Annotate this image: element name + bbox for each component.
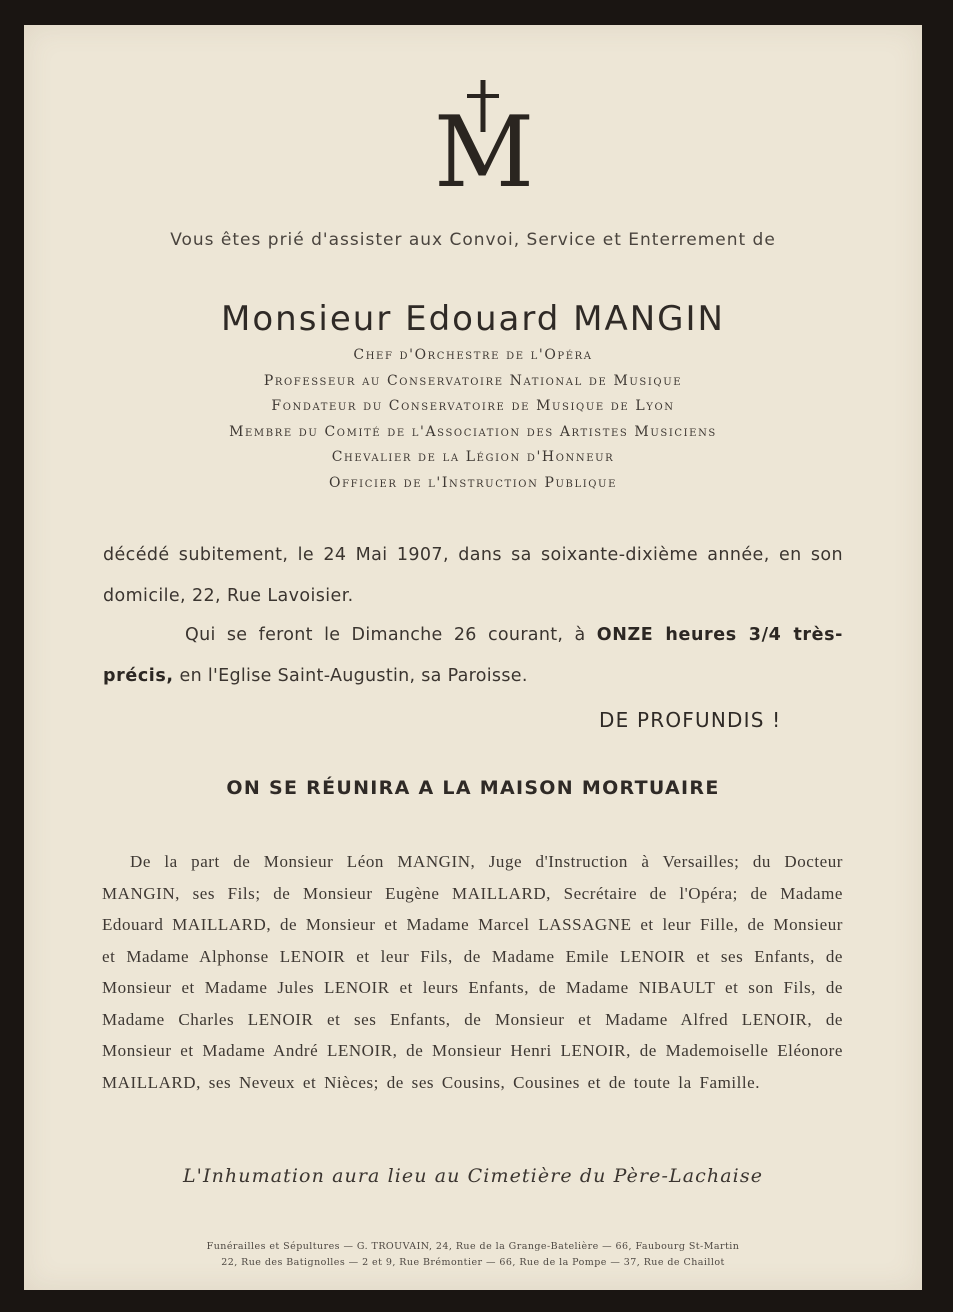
de-profundis: DE PROFUNDIS !	[599, 708, 782, 732]
death-notice-paragraph: décédé subitement, le 24 Mai 1907, dans sa soixante-dixième année, en son domicile, 22, Rue Lavoisier.	[103, 545, 843, 606]
service-place: en l'Eglise Saint-Augustin, sa Paroisse.	[173, 666, 528, 686]
title-line: Chevalier de la Légion d'Honneur	[331, 449, 615, 465]
title-line: Fondateur du Conservatoire de Musique de Lyon	[271, 398, 675, 414]
title-line: Officier de l'Instruction Publique	[329, 474, 617, 491]
family-paragraph: De la part de Monsieur Léon MANGIN, Juge d'Instruction à Versailles; du Docteur MANGIN, ses Fils; de Monsieur Eugène MAILLARD, Secrétaire de l'Opéra; de Madame Edouard MAILLARD, de Monsieur et Madame Marcel LASSAGNE et leur Fille, de Monsieur et Madame Alphonse LENOIR et leur Fils, de Madame Emile LENOIR et ses Enfants, de Monsieur et Madame Jules LENOIR et leurs Enfants, de Madame NIBAULT et son Fils, de Madame Charles LENOIR et ses Enfants, de Monsieur et Madame Alfred LENOIR, de Monsieur et Madame André LENOIR, de Monsieur Henri LENOIR, de Mademoiselle Eléonore MAILLARD, ses Neveux et Nièces; de ses Cousins, Cousines et de toute la Famille.	[102, 852, 843, 1092]
burial-notice: L'Inhumation aura lieu au Cimetière du Père-Lachaise	[182, 1165, 764, 1187]
monogram-letter: M	[434, 96, 534, 195]
title-line: Membre du Comité de l'Association des Artistes Musiciens	[229, 423, 717, 440]
funeral-notice-card	[24, 25, 922, 1290]
service-paragraph	[103, 615, 843, 697]
title-line: Professeur au Conservatoire National de Musique	[263, 372, 683, 389]
invitation-text: Vous êtes prié d'assister aux Convoi, Service et Enterrement de	[170, 230, 776, 250]
service-intro: Qui se feront le Dimanche 26 courant, à	[185, 625, 597, 645]
title-line: Chef d'Orchestre de l'Opéra	[353, 347, 593, 363]
printer-line-1: Funérailles et Sépultures — G. TROUVAIN, 24, Rue de la Grange-Batelière — 66, Faubourg St-Martin	[206, 1241, 740, 1252]
honorific-titles-list	[24, 343, 922, 496]
gathering-heading: ON SE RÉUNIRA A LA MAISON MORTUAIRE	[226, 777, 720, 799]
service-time: ONZE heures 3/4 très-précis,	[103, 625, 843, 686]
deceased-name: Monsieur Edouard MANGIN	[221, 299, 725, 339]
cross-monogram-icon	[434, 80, 534, 195]
printer-line-2: 22, Rue des Batignolles — 2 et 9, Rue Brémontier — 66, Rue de la Pompe — 37, Rue de Chaillot	[221, 1257, 725, 1268]
